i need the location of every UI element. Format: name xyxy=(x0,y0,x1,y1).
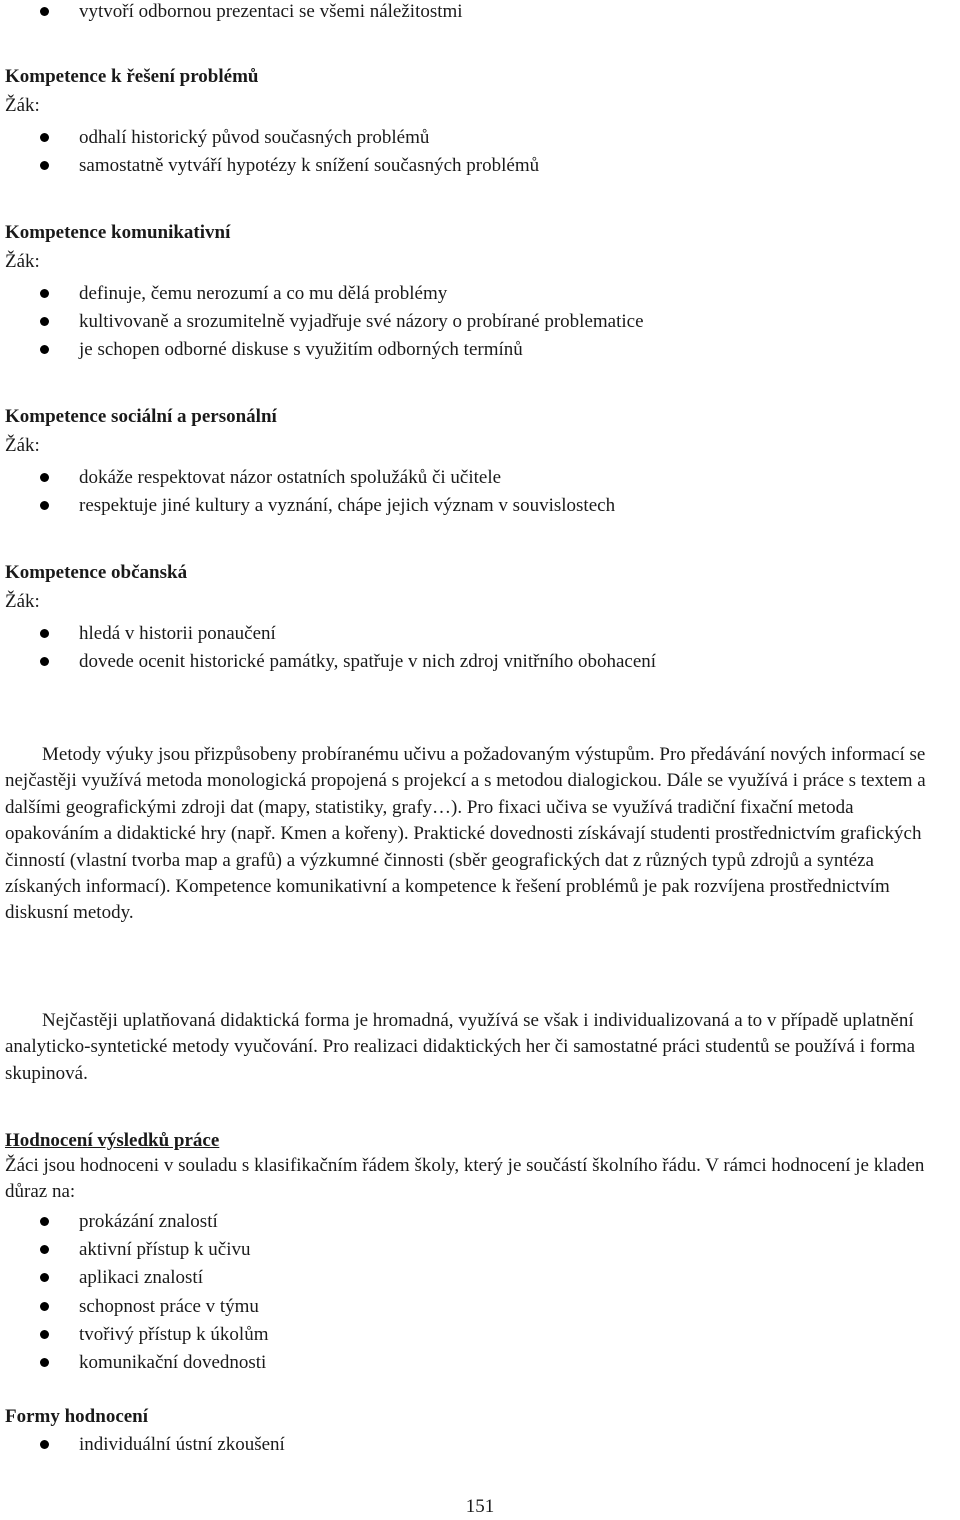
list-item-text: je schopen odborné diskuse s využitím odborných termínů xyxy=(79,339,523,360)
list-item-text: kultivovaně a srozumitelně vyjadřuje své názory o probírané problematice xyxy=(79,311,644,332)
list-item-text: komunikační dovednosti xyxy=(79,1352,267,1373)
bullet-icon xyxy=(40,1245,49,1254)
bullet-icon xyxy=(40,345,49,354)
list-item-text: dokáže respektovat názor ostatních spolužáků či učitele xyxy=(79,467,502,488)
bullet-icon xyxy=(40,1330,49,1339)
bullet-icon xyxy=(40,473,49,482)
bullet-icon xyxy=(40,133,49,142)
bullet-icon xyxy=(40,161,49,170)
section-subject: Žák: xyxy=(5,95,40,116)
evaluation-heading: Hodnocení výsledků práce xyxy=(5,1130,220,1151)
forms-heading: Formy hodnocení xyxy=(5,1406,149,1427)
list-item-text: individuální ústní zkoušení xyxy=(79,1434,285,1455)
paragraph-methods: Metody výuky jsou přizpůsobeny probíranému učivu a požadovaným výstupům. Pro předávání nových informací se nejčastěji využívá metoda monologická propojená s projekcí a s metodou dialogickou. Dále se využívá i práce s textem a dalšími geografickými zdroji dat (mapy, statistiky, grafy…). Pro fixaci učiva se využívá tradiční fixační metoda opakováním a didaktické hry (např. Kmen a kořeny). Praktické dovednosti získávají studenti prostřednictvím grafických činností (vlastní tvorba map a grafů) a výzkumné činnosti (sběr geografických dat z různých typů zdrojů a syntéza získaných informací). Kompetence komunikativní a kompetence k řešení problémů je pak rozvíjena prostřednictvím diskusní metody. xyxy=(5,744,926,924)
bullet-icon xyxy=(40,1217,49,1226)
list-item-text: hledá v historii ponaučení xyxy=(79,623,276,644)
bullet-icon xyxy=(40,1440,49,1449)
list-item-text: definuje, čemu nerozumí a co mu dělá problémy xyxy=(79,283,448,304)
list-item-text: vytvoří odbornou prezentaci se všemi náležitostmi xyxy=(79,1,463,22)
list-item-text: schopnost práce v týmu xyxy=(79,1296,259,1317)
section-heading: Kompetence občanská xyxy=(5,562,188,583)
bullet-icon xyxy=(40,1302,49,1311)
bullet-icon xyxy=(40,629,49,638)
paragraph-forms: Nejčastěji uplatňovaná didaktická forma je hromadná, využívá se však i individualizovaná a to v případě uplatnění analyticko-syntetické metody vyučování. Pro realizaci didaktických her či samostatné práci studentů se používá i forma skupinová. xyxy=(5,1010,916,1084)
section-subject: Žák: xyxy=(5,591,40,612)
section-subject: Žák: xyxy=(5,435,40,456)
bullet-icon xyxy=(40,1273,49,1282)
bullet-icon xyxy=(40,289,49,298)
list-item-text: dovede ocenit historické památky, spatřuje v nich zdroj vnitřního obohacení xyxy=(79,651,657,672)
list-item-text: odhalí historický původ současných problémů xyxy=(79,127,430,148)
list-item-text: tvořivý přístup k úkolům xyxy=(79,1324,269,1345)
bullet-icon xyxy=(40,657,49,666)
list-item-text: prokázání znalostí xyxy=(79,1211,218,1232)
bullet-icon xyxy=(40,317,49,326)
list-item-text: respektuje jiné kultury a vyznání, chápe jejich význam v souvislostech xyxy=(79,495,616,516)
list-item-text: aplikaci znalostí xyxy=(79,1267,203,1288)
evaluation-text: Žáci jsou hodnoceni v souladu s klasifikačním řádem školy, který je součástí školního řádu. V rámci hodnocení je kladen důraz na: xyxy=(5,1155,925,1203)
section-heading: Kompetence sociální a personální xyxy=(5,406,277,427)
bullet-icon xyxy=(40,1358,49,1367)
page-number: 151 xyxy=(465,1496,495,1517)
section-subject: Žák: xyxy=(5,251,40,272)
bullet-icon xyxy=(40,7,49,16)
list-item-text: aktivní přístup k učivu xyxy=(79,1239,251,1260)
section-heading: Kompetence k řešení problémů xyxy=(5,66,259,87)
section-heading: Kompetence komunikativní xyxy=(5,222,231,243)
bullet-icon xyxy=(40,501,49,510)
list-item-text: samostatně vytváří hypotézy k snížení současných problémů xyxy=(79,155,540,176)
